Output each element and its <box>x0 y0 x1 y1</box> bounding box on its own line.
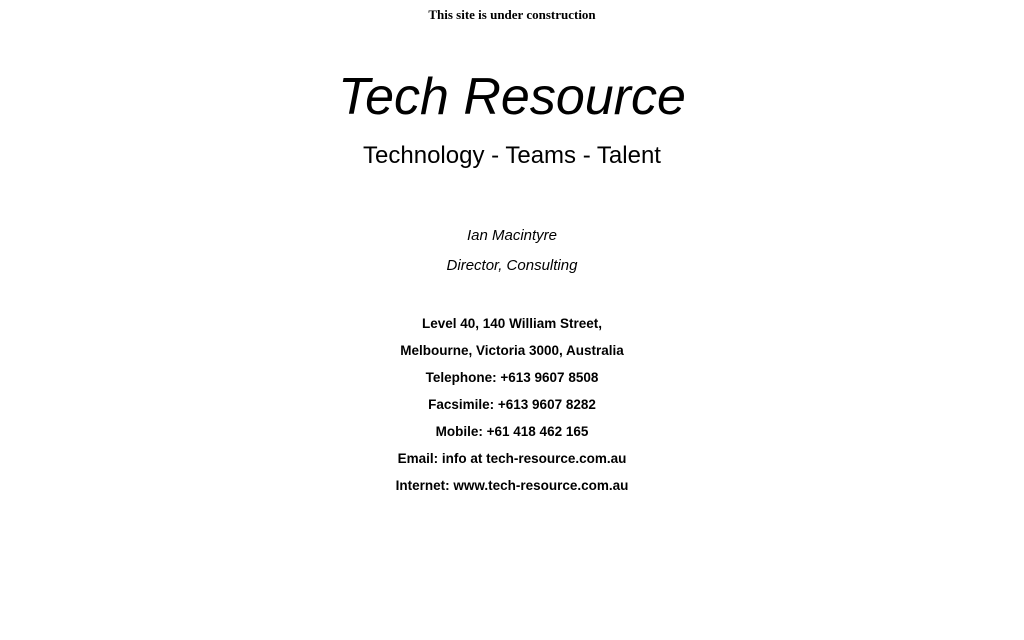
site-header <box>0 67 1024 171</box>
contact-line-facsimile: Facsimile: +613 9607 8282 <box>428 397 596 412</box>
contact-line-street: Level 40, 140 William Street, <box>422 316 602 331</box>
person-name: Ian Macintyre <box>466 227 558 244</box>
person-role: Director, Consulting <box>446 257 578 274</box>
contact-person <box>0 215 1024 275</box>
contact-line-telephone: Telephone: +613 9607 8508 <box>425 370 599 385</box>
contact-line-mobile: Mobile: +61 418 462 165 <box>435 424 589 439</box>
construction-notice: This site is under construction <box>428 7 596 22</box>
contact-line-email: Email: info at tech-resource.com.au <box>397 451 627 466</box>
contact-line-city: Melbourne, Victoria 3000, Australia <box>400 343 624 358</box>
site-tagline: Technology - Teams - Talent <box>363 142 661 169</box>
contact-details <box>0 305 1024 494</box>
page-title: Tech Resource <box>338 68 686 126</box>
contact-line-internet: Internet: www.tech-resource.com.au <box>395 478 629 493</box>
